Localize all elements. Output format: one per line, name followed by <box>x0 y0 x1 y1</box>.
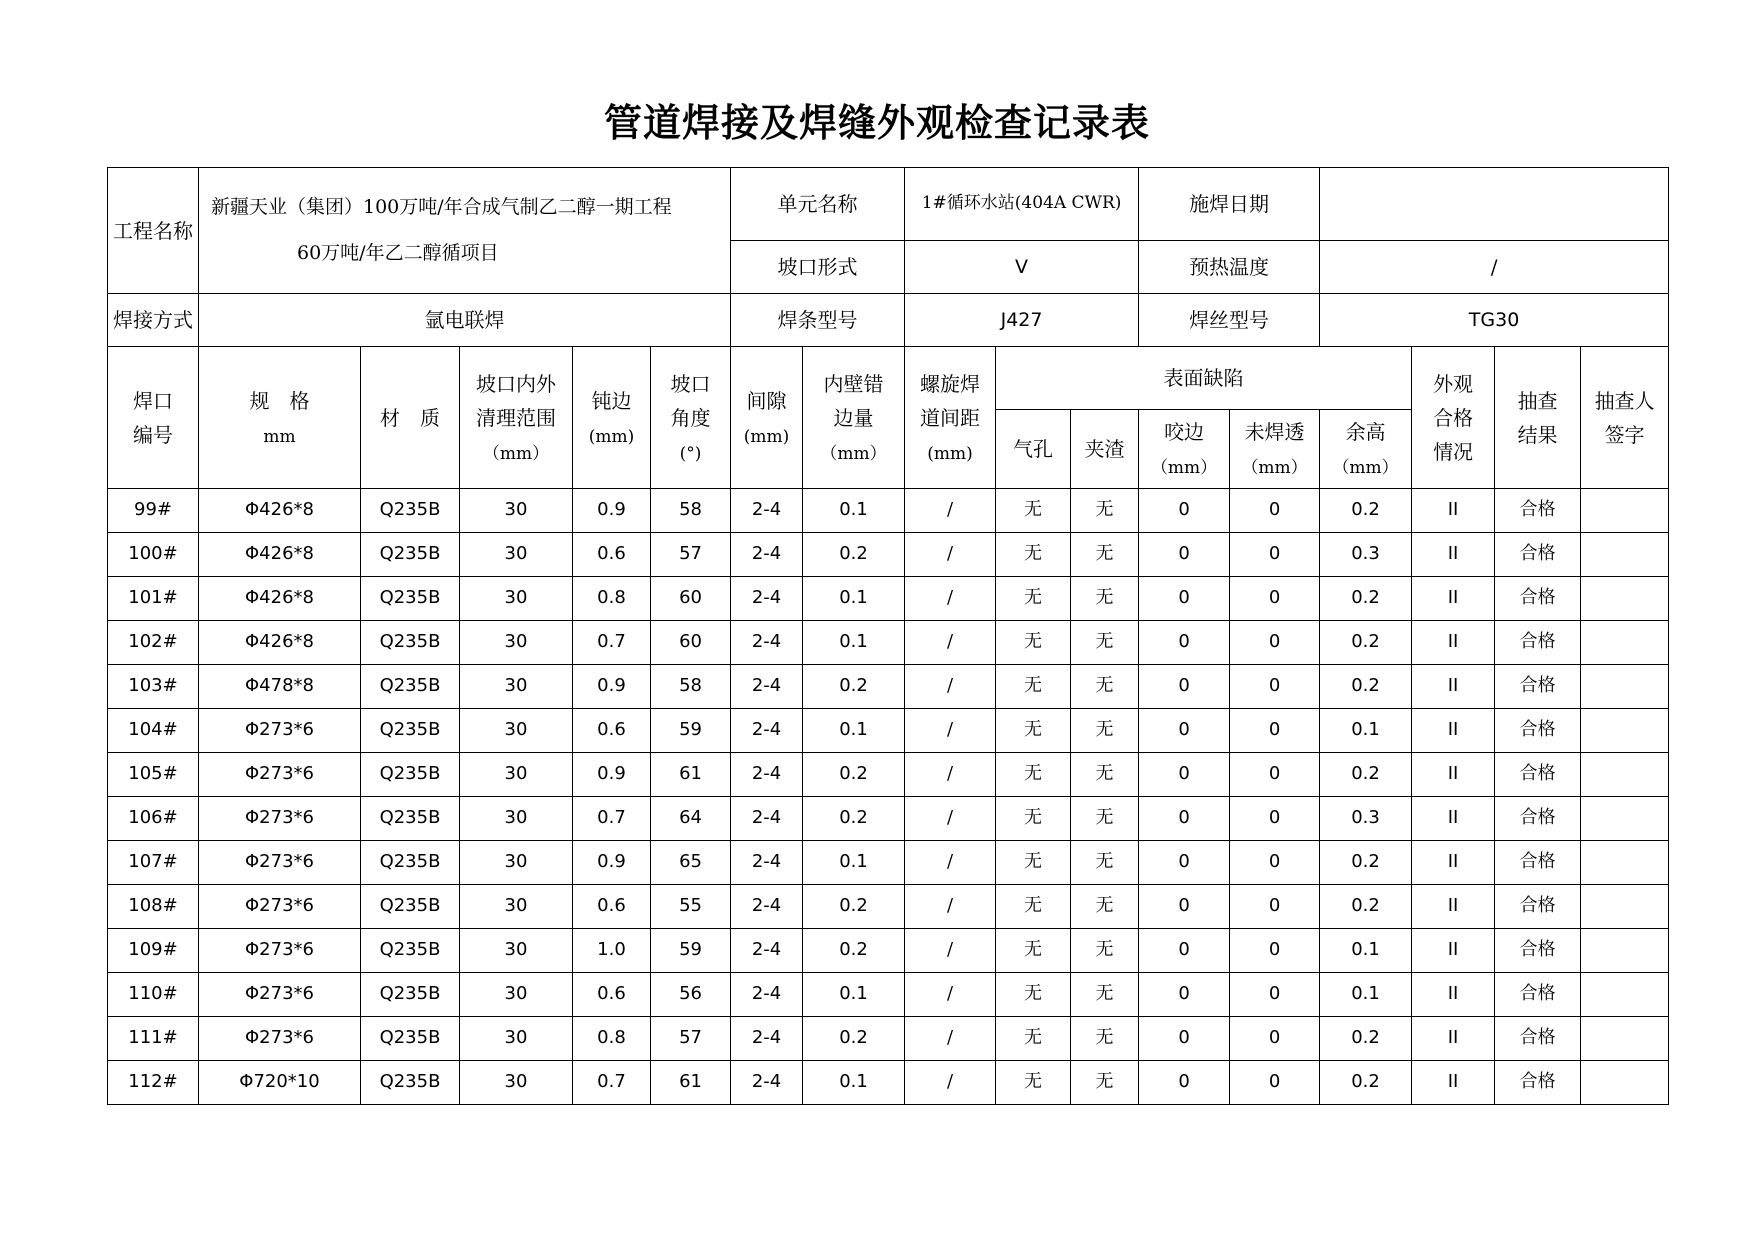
cell-slag: 无 <box>1071 533 1139 577</box>
cell-appearance-grade: II <box>1412 929 1495 973</box>
cell-spot-result: 合格 <box>1495 665 1581 709</box>
cell-misalignment: 0.1 <box>803 621 905 665</box>
cell-misalignment: 0.2 <box>803 753 905 797</box>
cell-misalignment: 0.1 <box>803 841 905 885</box>
cell-spot-result: 合格 <box>1495 577 1581 621</box>
cell-spiral-spacing: / <box>905 621 996 665</box>
header-groove-angle: 坡口 角度 (°) <box>651 347 731 489</box>
cell-spot-result: 合格 <box>1495 1061 1581 1105</box>
cell-material: Q235B <box>361 797 460 841</box>
welding-method-label: 焊接方式 <box>108 294 199 347</box>
cell-undercut: 0 <box>1139 973 1230 1017</box>
cell-inspector-signature <box>1581 709 1669 753</box>
preheat-temp-label: 预热温度 <box>1139 241 1320 294</box>
cell-joint-no: 104# <box>108 709 199 753</box>
cell-reinforcement: 0.3 <box>1320 797 1412 841</box>
cell-groove-angle: 56 <box>651 973 731 1017</box>
cell-spot-result: 合格 <box>1495 929 1581 973</box>
table-row <box>108 577 1669 621</box>
cell-appearance-grade: II <box>1412 1061 1495 1105</box>
table-row <box>108 841 1669 885</box>
cell-appearance-grade: II <box>1412 753 1495 797</box>
cell-appearance-grade: II <box>1412 533 1495 577</box>
cell-material: Q235B <box>361 577 460 621</box>
cell-pore: 无 <box>996 973 1071 1017</box>
cell-spec: Φ273*6 <box>199 1017 361 1061</box>
cell-groove-angle: 57 <box>651 1017 731 1061</box>
cell-blunt-edge: 0.8 <box>573 577 651 621</box>
header-surface-defects: 表面缺陷 <box>996 347 1412 410</box>
cell-spec: Φ720*10 <box>199 1061 361 1105</box>
cell-pore: 无 <box>996 665 1071 709</box>
cell-undercut: 0 <box>1139 797 1230 841</box>
cell-incomplete-penetration: 0 <box>1230 665 1320 709</box>
cell-appearance-grade: II <box>1412 621 1495 665</box>
cell-spec: Φ273*6 <box>199 973 361 1017</box>
cell-gap: 2-4 <box>731 885 803 929</box>
welding-method-value: 氩电联焊 <box>199 294 731 347</box>
weld-inspection-table <box>107 167 1669 1105</box>
groove-type-value: V <box>905 241 1139 294</box>
cell-blunt-edge: 0.7 <box>573 797 651 841</box>
cell-reinforcement: 0.2 <box>1320 1017 1412 1061</box>
cell-groove-angle: 57 <box>651 533 731 577</box>
electrode-type-label: 焊条型号 <box>731 294 905 347</box>
cell-misalignment: 0.2 <box>803 533 905 577</box>
table-row <box>108 885 1669 929</box>
cell-undercut: 0 <box>1139 929 1230 973</box>
cell-inspector-signature <box>1581 797 1669 841</box>
cell-spec: Φ273*6 <box>199 753 361 797</box>
cell-clean-range: 30 <box>460 1061 573 1105</box>
cell-slag: 无 <box>1071 841 1139 885</box>
cell-appearance-grade: II <box>1412 665 1495 709</box>
cell-gap: 2-4 <box>731 709 803 753</box>
cell-reinforcement: 0.1 <box>1320 929 1412 973</box>
cell-slag: 无 <box>1071 665 1139 709</box>
header-incomplete-penetration: 未焊透 （mm） <box>1230 410 1320 489</box>
cell-clean-range: 30 <box>460 885 573 929</box>
cell-joint-no: 106# <box>108 797 199 841</box>
cell-appearance-grade: II <box>1412 797 1495 841</box>
cell-blunt-edge: 0.9 <box>573 841 651 885</box>
cell-joint-no: 107# <box>108 841 199 885</box>
wire-type-value: TG30 <box>1320 294 1669 347</box>
project-name-line2: 60万吨/年乙二醇循项目 <box>297 241 499 264</box>
cell-groove-angle: 60 <box>651 621 731 665</box>
preheat-temp-value: / <box>1320 241 1669 294</box>
cell-undercut: 0 <box>1139 533 1230 577</box>
cell-spiral-spacing: / <box>905 929 996 973</box>
cell-misalignment: 0.2 <box>803 665 905 709</box>
cell-undercut: 0 <box>1139 489 1230 533</box>
cell-inspector-signature <box>1581 885 1669 929</box>
header-gap: 间隙 (mm) <box>731 347 803 489</box>
header-spot-result: 抽查 结果 <box>1495 347 1581 489</box>
cell-incomplete-penetration: 0 <box>1230 929 1320 973</box>
cell-material: Q235B <box>361 489 460 533</box>
electrode-type-value: J427 <box>905 294 1139 347</box>
project-name-label: 工程名称 <box>108 168 199 294</box>
cell-incomplete-penetration: 0 <box>1230 753 1320 797</box>
cell-incomplete-penetration: 0 <box>1230 1017 1320 1061</box>
table-row <box>108 1017 1669 1061</box>
cell-spiral-spacing: / <box>905 797 996 841</box>
cell-reinforcement: 0.2 <box>1320 665 1412 709</box>
cell-pore: 无 <box>996 797 1071 841</box>
cell-spec: Φ426*8 <box>199 489 361 533</box>
cell-pore: 无 <box>996 929 1071 973</box>
cell-misalignment: 0.1 <box>803 577 905 621</box>
cell-pore: 无 <box>996 841 1071 885</box>
cell-spiral-spacing: / <box>905 753 996 797</box>
header-material: 材 质 <box>361 347 460 489</box>
header-inspector-signature: 抽查人 签字 <box>1581 347 1669 489</box>
cell-inspector-signature <box>1581 621 1669 665</box>
header-reinforcement: 余高 （mm） <box>1320 410 1412 489</box>
groove-type-label: 坡口形式 <box>731 241 905 294</box>
cell-inspector-signature <box>1581 841 1669 885</box>
cell-material: Q235B <box>361 973 460 1017</box>
cell-spiral-spacing: / <box>905 577 996 621</box>
cell-undercut: 0 <box>1139 1061 1230 1105</box>
cell-joint-no: 112# <box>108 1061 199 1105</box>
cell-slag: 无 <box>1071 973 1139 1017</box>
header-appearance: 外观 合格 情况 <box>1412 347 1495 489</box>
cell-spot-result: 合格 <box>1495 841 1581 885</box>
cell-clean-range: 30 <box>460 709 573 753</box>
cell-spec: Φ273*6 <box>199 709 361 753</box>
cell-spot-result: 合格 <box>1495 973 1581 1017</box>
cell-spec: Φ273*6 <box>199 929 361 973</box>
cell-groove-angle: 59 <box>651 929 731 973</box>
cell-undercut: 0 <box>1139 753 1230 797</box>
cell-groove-angle: 61 <box>651 1061 731 1105</box>
cell-pore: 无 <box>996 1061 1071 1105</box>
cell-joint-no: 102# <box>108 621 199 665</box>
cell-slag: 无 <box>1071 1061 1139 1105</box>
cell-appearance-grade: II <box>1412 1017 1495 1061</box>
project-name-value <box>199 168 731 294</box>
cell-material: Q235B <box>361 1061 460 1105</box>
cell-spec: Φ426*8 <box>199 577 361 621</box>
cell-reinforcement: 0.2 <box>1320 753 1412 797</box>
cell-material: Q235B <box>361 621 460 665</box>
table-row <box>108 709 1669 753</box>
table-row <box>108 621 1669 665</box>
cell-reinforcement: 0.3 <box>1320 533 1412 577</box>
cell-spiral-spacing: / <box>905 885 996 929</box>
cell-appearance-grade: II <box>1412 489 1495 533</box>
header-slag: 夹渣 <box>1071 410 1139 489</box>
cell-incomplete-penetration: 0 <box>1230 533 1320 577</box>
wire-type-label: 焊丝型号 <box>1139 294 1320 347</box>
cell-spot-result: 合格 <box>1495 1017 1581 1061</box>
cell-reinforcement: 0.2 <box>1320 621 1412 665</box>
table-row <box>108 929 1669 973</box>
cell-incomplete-penetration: 0 <box>1230 709 1320 753</box>
cell-reinforcement: 0.2 <box>1320 489 1412 533</box>
cell-spiral-spacing: / <box>905 841 996 885</box>
weld-date-label: 施焊日期 <box>1139 168 1320 241</box>
header-pore: 气孔 <box>996 410 1071 489</box>
cell-material: Q235B <box>361 533 460 577</box>
cell-blunt-edge: 0.9 <box>573 665 651 709</box>
cell-appearance-grade: II <box>1412 709 1495 753</box>
cell-gap: 2-4 <box>731 1061 803 1105</box>
weld-date-value <box>1320 168 1669 241</box>
cell-slag: 无 <box>1071 885 1139 929</box>
cell-appearance-grade: II <box>1412 577 1495 621</box>
cell-spot-result: 合格 <box>1495 753 1581 797</box>
table-row <box>108 1061 1669 1105</box>
cell-spiral-spacing: / <box>905 1061 996 1105</box>
cell-gap: 2-4 <box>731 533 803 577</box>
cell-joint-no: 109# <box>108 929 199 973</box>
cell-misalignment: 0.2 <box>803 929 905 973</box>
cell-inspector-signature <box>1581 929 1669 973</box>
cell-inspector-signature <box>1581 1017 1669 1061</box>
cell-slag: 无 <box>1071 1017 1139 1061</box>
cell-reinforcement: 0.2 <box>1320 841 1412 885</box>
cell-groove-angle: 65 <box>651 841 731 885</box>
cell-blunt-edge: 0.7 <box>573 621 651 665</box>
cell-spot-result: 合格 <box>1495 621 1581 665</box>
cell-slag: 无 <box>1071 797 1139 841</box>
cell-gap: 2-4 <box>731 797 803 841</box>
cell-incomplete-penetration: 0 <box>1230 1061 1320 1105</box>
cell-groove-angle: 58 <box>651 665 731 709</box>
cell-pore: 无 <box>996 489 1071 533</box>
unit-name-value: 1#循环水站(404A CWR) <box>905 168 1139 241</box>
cell-gap: 2-4 <box>731 973 803 1017</box>
cell-slag: 无 <box>1071 929 1139 973</box>
header-joint-no: 焊口 编号 <box>108 347 199 489</box>
cell-clean-range: 30 <box>460 533 573 577</box>
cell-slag: 无 <box>1071 709 1139 753</box>
cell-spot-result: 合格 <box>1495 797 1581 841</box>
cell-pore: 无 <box>996 577 1071 621</box>
cell-spec: Φ426*8 <box>199 533 361 577</box>
cell-clean-range: 30 <box>460 753 573 797</box>
cell-blunt-edge: 0.6 <box>573 709 651 753</box>
cell-gap: 2-4 <box>731 841 803 885</box>
cell-material: Q235B <box>361 929 460 973</box>
cell-misalignment: 0.2 <box>803 885 905 929</box>
cell-clean-range: 30 <box>460 797 573 841</box>
cell-undercut: 0 <box>1139 665 1230 709</box>
cell-blunt-edge: 0.6 <box>573 973 651 1017</box>
cell-spec: Φ426*8 <box>199 621 361 665</box>
cell-undercut: 0 <box>1139 1017 1230 1061</box>
cell-blunt-edge: 0.9 <box>573 489 651 533</box>
cell-material: Q235B <box>361 885 460 929</box>
cell-gap: 2-4 <box>731 489 803 533</box>
cell-groove-angle: 58 <box>651 489 731 533</box>
cell-joint-no: 99# <box>108 489 199 533</box>
cell-spec: Φ273*6 <box>199 797 361 841</box>
cell-incomplete-penetration: 0 <box>1230 841 1320 885</box>
cell-inspector-signature <box>1581 973 1669 1017</box>
cell-inspector-signature <box>1581 533 1669 577</box>
cell-appearance-grade: II <box>1412 973 1495 1017</box>
cell-incomplete-penetration: 0 <box>1230 489 1320 533</box>
cell-groove-angle: 64 <box>651 797 731 841</box>
cell-reinforcement: 0.2 <box>1320 577 1412 621</box>
cell-joint-no: 101# <box>108 577 199 621</box>
header-spiral-spacing: 螺旋焊 道间距 (mm) <box>905 347 996 489</box>
cell-gap: 2-4 <box>731 753 803 797</box>
cell-gap: 2-4 <box>731 929 803 973</box>
cell-undercut: 0 <box>1139 577 1230 621</box>
table-row <box>108 797 1669 841</box>
cell-undercut: 0 <box>1139 885 1230 929</box>
cell-spec: Φ273*6 <box>199 885 361 929</box>
cell-spiral-spacing: / <box>905 973 996 1017</box>
table-row <box>108 753 1669 797</box>
cell-incomplete-penetration: 0 <box>1230 577 1320 621</box>
cell-clean-range: 30 <box>460 621 573 665</box>
cell-pore: 无 <box>996 1017 1071 1061</box>
cell-reinforcement: 0.2 <box>1320 1061 1412 1105</box>
cell-joint-no: 103# <box>108 665 199 709</box>
cell-inspector-signature <box>1581 577 1669 621</box>
cell-incomplete-penetration: 0 <box>1230 621 1320 665</box>
cell-reinforcement: 0.1 <box>1320 709 1412 753</box>
cell-spiral-spacing: / <box>905 489 996 533</box>
cell-spiral-spacing: / <box>905 665 996 709</box>
cell-pore: 无 <box>996 885 1071 929</box>
cell-blunt-edge: 0.9 <box>573 753 651 797</box>
cell-appearance-grade: II <box>1412 841 1495 885</box>
cell-joint-no: 110# <box>108 973 199 1017</box>
cell-misalignment: 0.1 <box>803 489 905 533</box>
cell-spec: Φ478*8 <box>199 665 361 709</box>
cell-undercut: 0 <box>1139 841 1230 885</box>
cell-blunt-edge: 1.0 <box>573 929 651 973</box>
cell-joint-no: 105# <box>108 753 199 797</box>
cell-gap: 2-4 <box>731 621 803 665</box>
cell-slag: 无 <box>1071 489 1139 533</box>
cell-pore: 无 <box>996 533 1071 577</box>
cell-blunt-edge: 0.6 <box>573 533 651 577</box>
cell-clean-range: 30 <box>460 929 573 973</box>
header-blunt-edge: 钝边 (mm) <box>573 347 651 489</box>
cell-clean-range: 30 <box>460 973 573 1017</box>
cell-inspector-signature <box>1581 665 1669 709</box>
cell-joint-no: 108# <box>108 885 199 929</box>
cell-groove-angle: 61 <box>651 753 731 797</box>
cell-groove-angle: 60 <box>651 577 731 621</box>
table-row <box>108 533 1669 577</box>
cell-clean-range: 30 <box>460 665 573 709</box>
cell-misalignment: 0.1 <box>803 973 905 1017</box>
cell-clean-range: 30 <box>460 577 573 621</box>
cell-misalignment: 0.1 <box>803 709 905 753</box>
cell-inspector-signature <box>1581 753 1669 797</box>
cell-groove-angle: 55 <box>651 885 731 929</box>
header-misalignment: 内壁错 边量 （mm） <box>803 347 905 489</box>
cell-slag: 无 <box>1071 753 1139 797</box>
cell-slag: 无 <box>1071 621 1139 665</box>
cell-spiral-spacing: / <box>905 709 996 753</box>
header-undercut: 咬边 （mm） <box>1139 410 1230 489</box>
cell-material: Q235B <box>361 841 460 885</box>
cell-reinforcement: 0.2 <box>1320 885 1412 929</box>
cell-reinforcement: 0.1 <box>1320 973 1412 1017</box>
cell-joint-no: 111# <box>108 1017 199 1061</box>
cell-material: Q235B <box>361 753 460 797</box>
cell-inspector-signature <box>1581 1061 1669 1105</box>
cell-incomplete-penetration: 0 <box>1230 973 1320 1017</box>
cell-undercut: 0 <box>1139 621 1230 665</box>
cell-blunt-edge: 0.8 <box>573 1017 651 1061</box>
cell-material: Q235B <box>361 1017 460 1061</box>
cell-spot-result: 合格 <box>1495 533 1581 577</box>
cell-spot-result: 合格 <box>1495 885 1581 929</box>
cell-groove-angle: 59 <box>651 709 731 753</box>
cell-clean-range: 30 <box>460 841 573 885</box>
cell-misalignment: 0.2 <box>803 797 905 841</box>
cell-undercut: 0 <box>1139 709 1230 753</box>
cell-material: Q235B <box>361 709 460 753</box>
cell-gap: 2-4 <box>731 577 803 621</box>
cell-blunt-edge: 0.7 <box>573 1061 651 1105</box>
cell-slag: 无 <box>1071 577 1139 621</box>
cell-spiral-spacing: / <box>905 1017 996 1061</box>
cell-material: Q235B <box>361 665 460 709</box>
cell-spec: Φ273*6 <box>199 841 361 885</box>
cell-pore: 无 <box>996 709 1071 753</box>
cell-clean-range: 30 <box>460 489 573 533</box>
cell-spot-result: 合格 <box>1495 489 1581 533</box>
project-name-line1: 新疆天业（集团）100万吨/年合成气制乙二醇一期工程 <box>211 195 672 218</box>
cell-misalignment: 0.2 <box>803 1017 905 1061</box>
cell-clean-range: 30 <box>460 1017 573 1061</box>
cell-spiral-spacing: / <box>905 533 996 577</box>
header-spec: 规 格 mm <box>199 347 361 489</box>
table-row <box>108 665 1669 709</box>
table-row <box>108 973 1669 1017</box>
cell-appearance-grade: II <box>1412 885 1495 929</box>
unit-name-label: 单元名称 <box>731 168 905 241</box>
cell-spot-result: 合格 <box>1495 709 1581 753</box>
page-title: 管道焊接及焊缝外观检查记录表 <box>603 101 1150 145</box>
cell-gap: 2-4 <box>731 1017 803 1061</box>
cell-incomplete-penetration: 0 <box>1230 885 1320 929</box>
cell-blunt-edge: 0.6 <box>573 885 651 929</box>
cell-joint-no: 100# <box>108 533 199 577</box>
cell-gap: 2-4 <box>731 665 803 709</box>
cell-incomplete-penetration: 0 <box>1230 797 1320 841</box>
cell-pore: 无 <box>996 621 1071 665</box>
cell-inspector-signature <box>1581 489 1669 533</box>
table-row <box>108 489 1669 533</box>
header-clean-range: 坡口内外 清理范围 （mm） <box>460 347 573 489</box>
cell-pore: 无 <box>996 753 1071 797</box>
cell-misalignment: 0.1 <box>803 1061 905 1105</box>
